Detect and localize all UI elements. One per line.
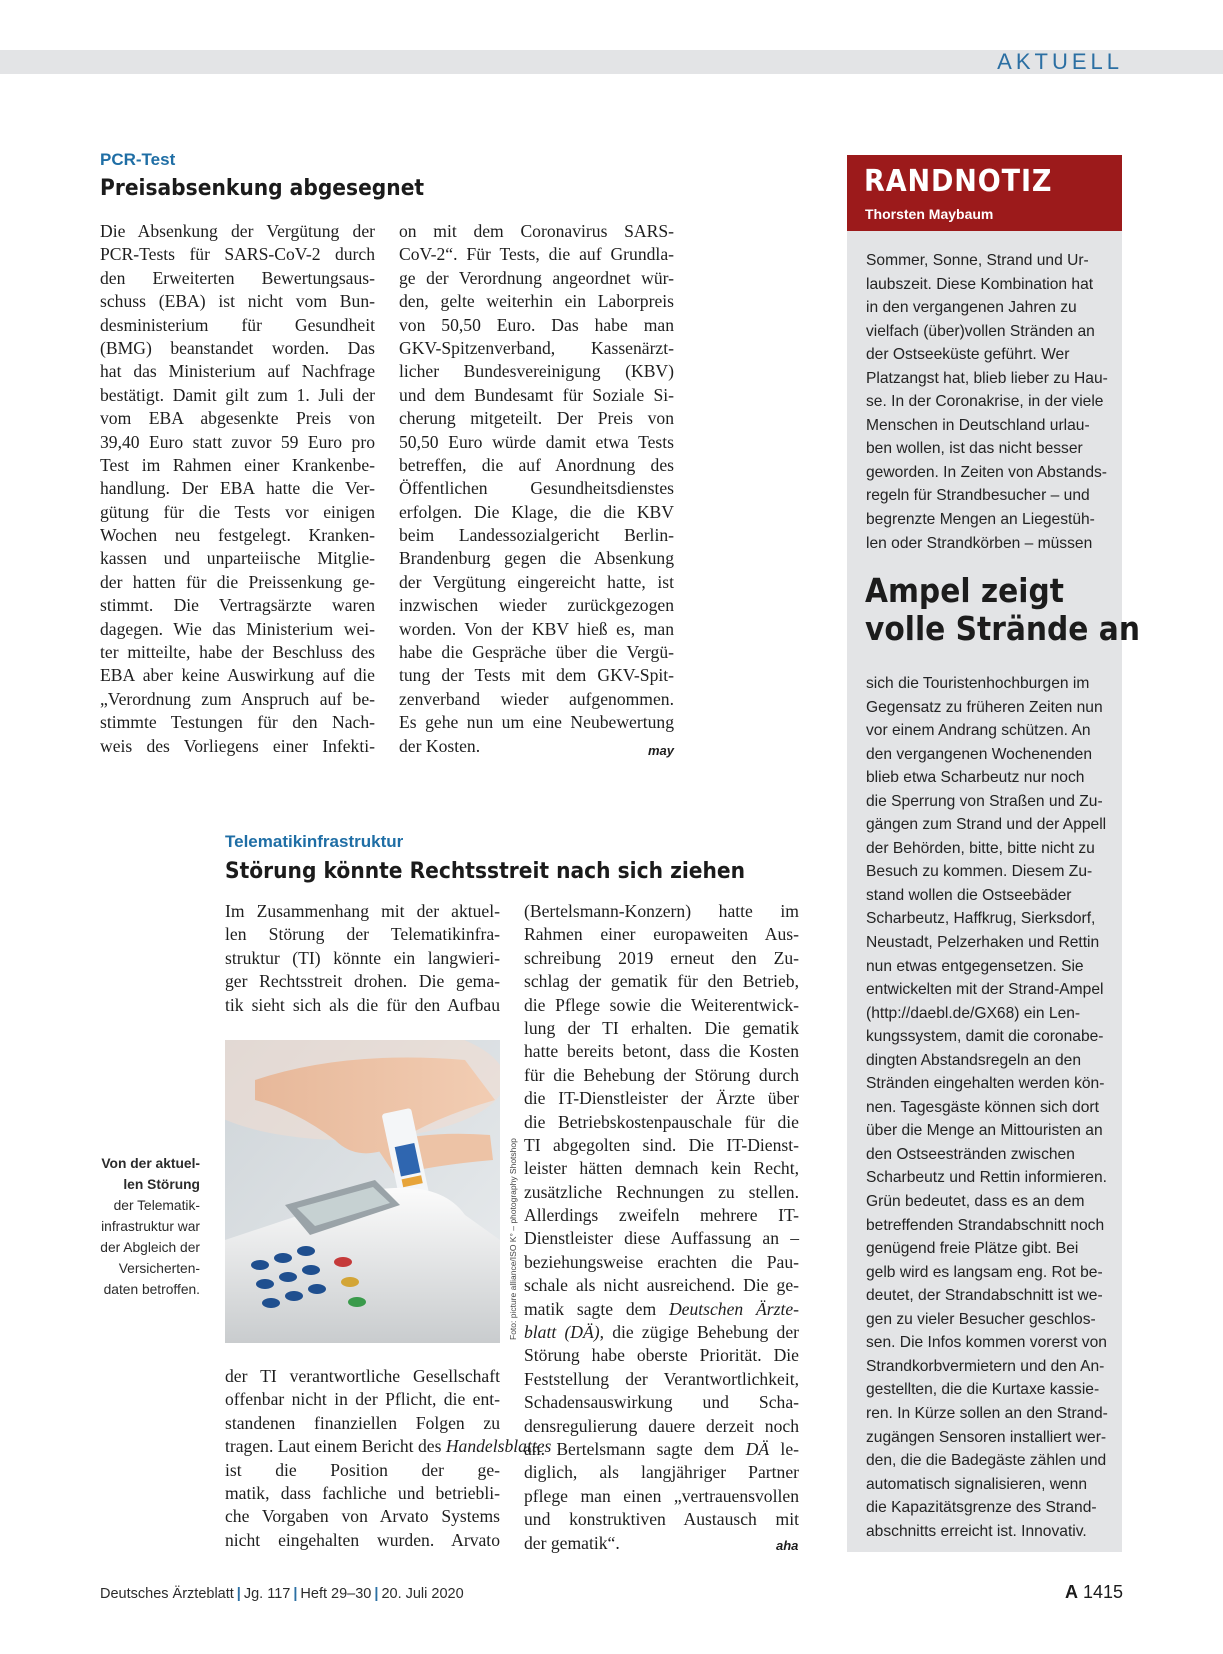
photo-caption xyxy=(95,1153,200,1300)
text-line: Im Zusammenhang mit der aktuel- xyxy=(225,901,500,921)
article2-kicker: Telematikinfrastruktur xyxy=(225,832,404,851)
randnotiz-intro xyxy=(866,249,1111,555)
text-line: Scharbeutz, Haffkrug, Sierksdorf, xyxy=(866,910,1096,928)
text-line: „Verordnung zum Anspruch auf be- xyxy=(100,688,375,709)
text-line: Es gehe nun um eine Neubewertung xyxy=(399,712,674,733)
text-line: on mit dem Coronavirus SARS- xyxy=(399,221,674,241)
text-line: Sommer, Sonne, Strand und Ur- xyxy=(866,252,1089,269)
text-line: schale als nicht ausreichend. Die ge- xyxy=(524,1275,799,1296)
text-line: Stränden eingehalten werden kön- xyxy=(866,1075,1105,1093)
text-line: Schadensauswirkung und Scha- xyxy=(524,1392,799,1413)
journal-issue: Heft 29–30 xyxy=(300,1586,372,1602)
text-line: in den vergangenen Jahren zu xyxy=(866,299,1077,317)
text-line: nicht eingehalten wurden. Arvato xyxy=(225,1529,500,1550)
text-line: offenbar nicht in der Pflicht, die ent- xyxy=(225,1389,500,1410)
page-number xyxy=(1065,1582,1123,1603)
text-line: stimmte Testungen für den Nach- xyxy=(100,712,375,733)
text-line: (http://daebl.de/GX68) ein Len- xyxy=(866,1004,1081,1022)
text-line: den vergangenen Wochenenden xyxy=(866,745,1093,763)
text-line: 39,40 Euro statt zuvor 59 Euro pro xyxy=(100,431,375,452)
text-run: tragen. Laut einem Bericht des xyxy=(225,1436,446,1457)
text-line: len oder Strandkörben – müssen xyxy=(866,534,1093,552)
text-line: der hatten für die Preissenkung ge- xyxy=(100,571,375,592)
text-line: EBA aber keine Auswirkung auf die xyxy=(100,665,375,686)
text-line: deutet, der Strandabschnitt ist we- xyxy=(866,1287,1103,1305)
article1-kicker: PCR-Test xyxy=(100,150,176,169)
headline-line: Ampel zeigt xyxy=(865,571,1064,610)
text-line: gütung für die Tests vor einigen xyxy=(100,501,375,522)
caption-line: der Abgleich der xyxy=(100,1240,200,1255)
card-reader-photo xyxy=(225,1040,500,1343)
text-line: struktur (TI) könnte ein langwieri- xyxy=(225,947,500,968)
text-line: zenverband wieder aufgenommen. xyxy=(399,688,674,709)
journal-name: Deutsches Ärzteblatt xyxy=(100,1586,234,1602)
publication-name: DÄ xyxy=(745,1438,770,1459)
article1-column-2 xyxy=(399,220,674,758)
text-line: CoV-2“. Für Tests, die auf Grundla- xyxy=(399,244,674,265)
text-line xyxy=(524,1321,799,1344)
text-line: laubszeit. Diese Kombination hat xyxy=(866,275,1094,293)
text-line: densregulierung dauere derzeit noch xyxy=(524,1415,799,1436)
text-line: (Bertelsmann-Konzern) hatte im xyxy=(524,901,799,921)
journal-volume: Jg. 117 xyxy=(243,1586,291,1602)
text-line: cherung mitgeteilt. Der Preis von xyxy=(399,408,674,429)
text-line: vom EBA abgesenkte Preis von xyxy=(100,408,375,429)
publication-name: Handelsblattes xyxy=(445,1436,552,1457)
text-run: le- xyxy=(769,1438,799,1459)
text-line: Scharbeutz und Rettin informieren. xyxy=(866,1169,1107,1187)
text-line: Besuch zu kommen. Diesem Zu- xyxy=(866,863,1093,881)
text-line: Die Absenkung der Vergütung der xyxy=(100,221,375,241)
article2-signature: aha xyxy=(776,1538,799,1553)
text-line: Platzangst hat, blieb lieber zu Hau- xyxy=(866,369,1108,387)
text-line: TI abgegolten sind. Die IT-Dienst- xyxy=(524,1134,799,1155)
text-line: dingten Abstandsregeln an den xyxy=(866,1051,1082,1069)
text-line: genügend freie Plätze gibt. Bei xyxy=(866,1240,1079,1258)
text-line: schlag der gematik für den Betrieb, xyxy=(524,971,799,992)
text-line: hat das Ministerium auf Nachfrage xyxy=(100,361,375,382)
text-line xyxy=(524,1298,799,1321)
caption-line: len Störung xyxy=(123,1177,200,1192)
text-line: den, die die Badegäste zählen und xyxy=(866,1452,1107,1470)
text-line: inzwischen wieder zurückgezogen xyxy=(399,595,674,616)
text-line: PCR-Tests für SARS-CoV-2 durch xyxy=(100,244,375,265)
text-line: regeln für Strandbesucher – und xyxy=(866,487,1090,505)
text-line: betreffen, die auf Anordnung des xyxy=(399,454,674,475)
publication-name: Deutschen Ärzte- xyxy=(668,1298,800,1319)
text-line: für die Behebung der Störung durch xyxy=(524,1064,799,1085)
text-line: gängen zum Strand und der Appell xyxy=(866,816,1107,834)
card-reader-illustration xyxy=(225,1040,500,1343)
text-line: Menschen in Deutschland urlau- xyxy=(866,416,1090,434)
text-line: tung der Tests mit dem GKV-Spit- xyxy=(399,665,674,686)
footer-citation xyxy=(100,1586,464,1602)
section-label: AKTUELL xyxy=(997,49,1123,74)
footer-separator: | xyxy=(293,1586,298,1602)
text-line: Feststellung der Verantwortlichkeit, xyxy=(524,1368,799,1389)
text-line: vielfach (über)vollen Stränden an xyxy=(866,322,1095,340)
text-run: an. Bertelsmann sagte dem xyxy=(524,1438,746,1459)
publication-name: blatt (DÄ) xyxy=(524,1322,600,1343)
randnotiz-author: Thorsten Maybaum xyxy=(865,206,994,222)
text-line: den Erweiterten Bewertungsaus- xyxy=(100,267,375,288)
text-line: beziehungsweise erachten die Pau- xyxy=(524,1251,799,1272)
text-line: sich die Touristenhochburgen im xyxy=(866,675,1090,692)
text-line: zusätzliche Rechnungen zu stellen. xyxy=(524,1181,799,1202)
text-line: Störung habe oberste Priorität. Die xyxy=(524,1345,799,1366)
text-line: und dem Bundesamt für Soziale Si- xyxy=(399,384,674,405)
text-line: den, gelte weiterhin ein Laborpreis xyxy=(399,291,674,312)
text-run: ist die Position der ge- xyxy=(225,1459,500,1480)
randnotiz-body xyxy=(866,672,1111,1543)
randnotiz-headline xyxy=(865,572,1140,648)
article1-title: Preisabsenkung abgesegnet xyxy=(100,176,425,201)
text-line: Grün bedeutet, dass es an dem xyxy=(866,1193,1085,1211)
text-line: der Kosten. xyxy=(399,735,481,756)
text-line: Gegensatz zu früheren Zeiten nun xyxy=(866,698,1103,716)
text-line: desministerium für Gesundheit xyxy=(100,314,375,335)
photo-credit xyxy=(508,1138,522,1340)
text-line: entwickelten mit der Strand-Ampel xyxy=(866,981,1104,999)
text-line: che Vorgaben von Arvato Systems xyxy=(225,1506,500,1527)
text-line: gestellten, die die Kurtaxe kassie- xyxy=(866,1381,1100,1399)
page-prefix: A xyxy=(1064,1582,1078,1602)
text-line: geworden. In Zeiten von Abstands- xyxy=(866,463,1107,481)
text-line: stimmt. Die Vertragsärzte waren xyxy=(100,595,375,616)
headline-line: volle Strände an xyxy=(865,609,1140,648)
text-line xyxy=(524,1438,799,1461)
text-line: Allerdings zweifeln mehrere IT- xyxy=(524,1205,799,1226)
text-line: nun etwas entgegensetzen. Sie xyxy=(866,957,1084,975)
text-line: von 50,50 Euro. Das habe man xyxy=(399,314,674,335)
text-line: habe die Gespräche über die Vergü- xyxy=(399,642,674,663)
text-line: Brandenburg gegen die Absenkung xyxy=(399,548,674,569)
caption-line: daten betroffen. xyxy=(103,1282,200,1297)
randnotiz-label: RANDNOTIZ xyxy=(864,164,1053,199)
text-line: Dienstleister diese Auffassung an – xyxy=(524,1228,799,1249)
text-line: die Sperrung von Straßen und Zu- xyxy=(866,792,1103,810)
article2-column-2 xyxy=(524,900,799,1555)
text-line: GKV-Spitzenverband, Kassenärzt- xyxy=(399,337,674,358)
text-line: Wochen neu festgelegt. Kranken- xyxy=(100,525,375,546)
text-line: ger Rechtsstreit drohen. Die gema- xyxy=(225,971,500,992)
text-line: ren. In Kürze sollen an den Strand- xyxy=(866,1404,1108,1422)
text-line: Strandkorbvermietern und den An- xyxy=(866,1357,1105,1375)
text-line: len Störung der Telematikinfra- xyxy=(225,924,500,945)
text-line: kungssystem, damit die coronabe- xyxy=(866,1028,1104,1046)
text-line: Rahmen einer europaweiten Aus- xyxy=(524,924,799,945)
text-line: gelb wird es langsam eng. Rot be- xyxy=(866,1263,1103,1281)
caption-line: Von der aktuel- xyxy=(101,1156,200,1171)
footer-separator: | xyxy=(236,1586,241,1602)
text-line: der TI verantwortliche Gesellschaft xyxy=(225,1366,500,1386)
text-line: Neustadt, Pelzerhaken und Rettin xyxy=(866,934,1100,952)
text-line: die Betriebskostenpauschale für die xyxy=(524,1111,799,1132)
text-line: lung der TI erhalten. Die gematik xyxy=(524,1017,799,1038)
text-line: betreffenden Strandabschnitt noch xyxy=(866,1216,1105,1234)
text-line: blieb etwa Scharbeutz nur noch xyxy=(866,769,1085,787)
text-line: die IT-Dienstleister der Ärzte über xyxy=(524,1088,799,1109)
text-run: matik sagte dem xyxy=(524,1298,669,1319)
caption-line: Versicherten- xyxy=(118,1261,200,1276)
text-line: dagegen. Wie das Ministerium wei- xyxy=(100,618,375,639)
text-line: (BMG) beanstandet worden. Das xyxy=(100,337,375,358)
text-line: matik, dass fachliche und betriebli- xyxy=(225,1482,500,1503)
text-line: begrenzte Mengen an Liegestüh- xyxy=(866,511,1095,529)
text-line xyxy=(225,1459,500,1482)
text-line: der gematik“. xyxy=(524,1532,620,1553)
text-line: leister hätten demnach kein Recht, xyxy=(524,1158,799,1179)
text-line: licher Bundesvereinigung (KBV) xyxy=(399,361,674,382)
text-line: schreibung 2019 erneut den Zu- xyxy=(524,947,799,968)
text-run: , die zügige Behebung der xyxy=(599,1322,799,1343)
text-line: vor einem Andrang schützen. An xyxy=(866,722,1091,740)
text-line: kassen und unparteiische Mitglie- xyxy=(100,548,375,569)
text-line: bestätigt. Damit gilt zum 1. Juli der xyxy=(100,384,375,405)
text-line: ge der Verordnung angeordnet wür- xyxy=(399,267,674,288)
footer-separator: | xyxy=(374,1586,379,1602)
text-line: der Behörden, bitte, bitte nicht zu xyxy=(866,839,1095,857)
text-line: beim Landessozialgericht Berlin- xyxy=(399,525,674,546)
text-line: schuss (EBA) ist nicht vom Bun- xyxy=(100,291,375,312)
text-line: gen zu vieler Besucher geschlos- xyxy=(866,1310,1096,1328)
text-line: der Vergütung eingereicht hatte, ist xyxy=(399,571,674,592)
text-line: nen. Tagesgäste können sich dort xyxy=(866,1098,1099,1116)
text-line: über die Menge an Mittouristen an xyxy=(866,1122,1103,1140)
text-line: weis des Vorliegens einer Infekti- xyxy=(100,735,375,756)
article1-signature: may xyxy=(648,743,675,758)
text-line: die Pflege sowie die Weiterentwick- xyxy=(524,994,799,1015)
text-line: Test im Rahmen einer Krankenbe- xyxy=(100,454,375,475)
text-line: ter mitteilte, habe der Beschluss des xyxy=(100,642,375,663)
text-line: diglich, als langjähriger Partner xyxy=(524,1462,799,1483)
text-line: sen. Die Infos kommen vorerst von xyxy=(866,1334,1107,1352)
text-line: den Ostseestränden zwischen xyxy=(866,1145,1075,1163)
text-line xyxy=(225,1435,552,1458)
text-line: worden. Von der KBV hieß es, man xyxy=(399,618,674,639)
text-line: se. In der Coronakrise, in der viele xyxy=(866,393,1104,411)
text-line: automatisch signalisieren, wenn xyxy=(866,1475,1088,1493)
text-line: pflege man einen „vertrauensvollen xyxy=(524,1485,799,1506)
text-line: der Ostseeküste geführt. Wer xyxy=(866,346,1070,364)
journal-date: 20. Juli 2020 xyxy=(381,1586,464,1602)
caption-line: infrastruktur war xyxy=(101,1219,200,1234)
caption-line: der Telematik- xyxy=(113,1198,200,1213)
text-line: tik sieht sich als die für den Aufbau xyxy=(225,994,500,1015)
text-line: stand wollen die Ostseebäder xyxy=(866,886,1072,904)
page-number-value: 1415 xyxy=(1082,1582,1123,1602)
text-line: hatte bereits betont, dass die Kosten xyxy=(524,1041,799,1062)
text-line: und konstruktiven Austausch mit xyxy=(524,1509,799,1530)
text-line: abschnitts erreicht ist. Innovativ. xyxy=(866,1522,1087,1540)
text-line: Öffentlichen Gesundheitsdienstes xyxy=(399,478,674,499)
text-line: die Kapazitätsgrenze des Strand- xyxy=(866,1499,1097,1517)
article2-column-1-top xyxy=(225,900,500,1017)
text-line: 50,50 Euro würde damit etwa Tests xyxy=(399,431,674,452)
text-line: erfolgen. Die Klage, die die KBV xyxy=(399,501,674,522)
article2-title: Störung könnte Rechtsstreit nach sich ziehen xyxy=(225,859,746,884)
photo-credit-text: Foto: picture alliance/ISO K° – photography Shotshop xyxy=(508,1138,518,1340)
text-line: zugängen Sensoren installiert wer- xyxy=(866,1428,1107,1446)
text-line: handlung. Der EBA hatte die Ver- xyxy=(100,478,375,499)
text-line: ben wollen, ist das nicht besser xyxy=(866,440,1083,458)
article2-column-1-bottom xyxy=(225,1365,552,1552)
article1-column-1 xyxy=(100,220,375,758)
text-line: standenen finanziellen Folgen zu xyxy=(225,1412,500,1433)
